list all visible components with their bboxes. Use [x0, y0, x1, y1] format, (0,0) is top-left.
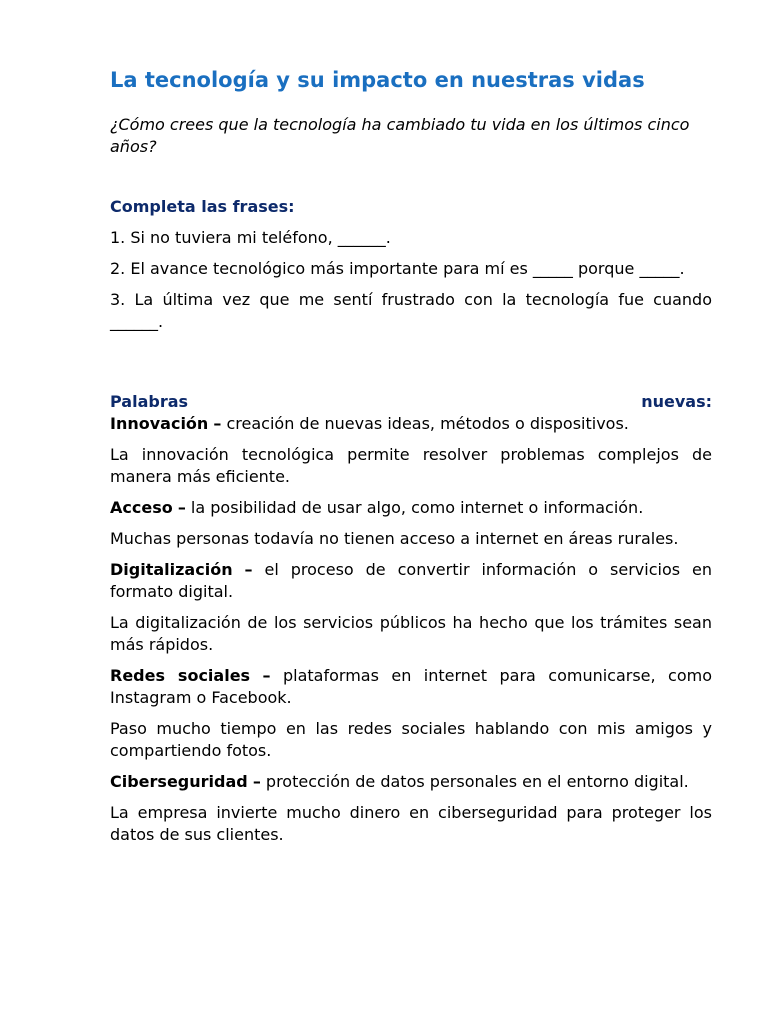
term-dash: – [177, 498, 186, 517]
vocabulary-heading-word-1: Palabras [110, 392, 189, 411]
vocab-example: La digitalización de los servicios públicos ha hecho que los trámites sean más rápidos. [110, 613, 712, 654]
term-dash: – [213, 414, 222, 433]
definition-text: plataformas en internet para comunicarse, como Instagram o Facebook. [110, 666, 713, 707]
vocab-entry-ciberseguridad [110, 771, 712, 846]
vocab-entry-innovacion [110, 413, 712, 488]
vocab-term: Acceso [110, 498, 173, 517]
vocabulary-heading-word-2: nuevas: [641, 392, 712, 411]
definition-text: el proceso de convertir información o servicios en formato digital. [110, 560, 713, 601]
vocab-term: Redes sociales [110, 666, 251, 685]
term-dash: – [252, 772, 261, 791]
sentence-list [110, 227, 712, 333]
definition-text: creación de nuevas ideas, métodos o dispositivos. [226, 414, 629, 433]
sentence-item-2: 2. El avance tecnológico más importante para mí es _____ porque _____. [110, 259, 685, 278]
sentence-item-3: 3. La última vez que me sentí frustrado con la tecnología fue cuando ______. [110, 290, 712, 331]
sentence-item-1: 1. Si no tuviera mi teléfono, ______. [110, 228, 391, 247]
vocab-definition [110, 771, 712, 793]
vocabulary-list [110, 413, 712, 846]
vocab-term: Digitalización [110, 560, 233, 579]
vocab-term: Innovación [110, 414, 209, 433]
vocab-term: Ciberseguridad [110, 772, 248, 791]
vocab-example: Paso mucho tiempo en las redes sociales hablando con mis amigos y compartiendo fotos. [110, 719, 712, 760]
vocab-definition [110, 497, 712, 519]
term-dash: – [244, 560, 253, 579]
term-dash: – [262, 666, 271, 685]
definition-text: la posibilidad de usar algo, como internet o información. [190, 498, 644, 517]
page-title: La tecnología y su impacto en nuestras vidas [110, 68, 645, 92]
vocab-entry-acceso [110, 497, 712, 550]
complete-sentences-heading: Completa las frases: [110, 197, 295, 216]
reflection-question: ¿Cómo crees que la tecnología ha cambiado tu vida en los últimos cinco años? [110, 115, 690, 156]
vocab-entry-digitalizacion [110, 559, 712, 656]
vocab-example: La innovación tecnológica permite resolver problemas complejos de manera más eficiente. [110, 445, 712, 486]
vocab-example: Muchas personas todavía no tienen acceso a internet en áreas rurales. [110, 529, 679, 548]
vocab-definition [110, 559, 712, 603]
definition-text: protección de datos personales en el entorno digital. [265, 772, 689, 791]
document-page [110, 62, 712, 846]
vocabulary-heading [110, 391, 712, 413]
vocab-definition [110, 665, 712, 709]
vocab-example: La empresa invierte mucho dinero en ciberseguridad para proteger los datos de sus clientes. [110, 803, 712, 844]
vocab-entry-redes-sociales [110, 665, 712, 762]
vocab-definition [110, 413, 712, 435]
